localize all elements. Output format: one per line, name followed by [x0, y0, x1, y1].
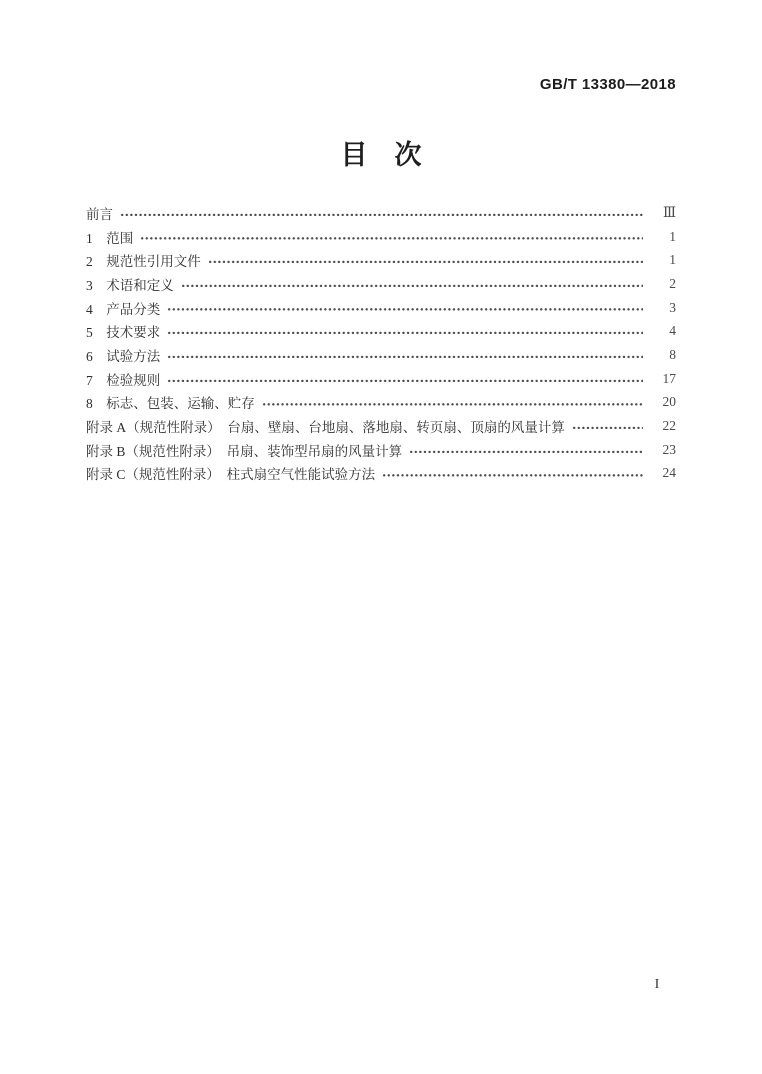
toc-entry-label: 7 检验规则 — [86, 372, 161, 388]
dotted-leader — [382, 462, 643, 486]
toc-entry-label: 8 标志、包装、运输、贮存 — [86, 396, 255, 412]
toc-entry-label: 1 范围 — [86, 230, 134, 246]
dotted-leader — [167, 296, 643, 320]
toc-entry-page: 1 — [669, 252, 676, 268]
dotted-leader — [120, 201, 643, 225]
page-title: 目 次 — [340, 140, 422, 170]
toc-entry-page: 4 — [669, 323, 676, 339]
dotted-leader — [409, 438, 643, 462]
toc-entry-page: 17 — [662, 370, 676, 386]
toc-entry-label: 3 术语和定义 — [86, 277, 174, 293]
footer-page-number: I — [654, 977, 660, 992]
toc-entry-page: 3 — [669, 299, 676, 315]
toc-entry-page: 8 — [669, 346, 676, 362]
toc-entry-page: 2 — [669, 275, 676, 291]
toc-entry-foreword — [86, 201, 676, 225]
toc-entry-label: 6 试验方法 — [86, 348, 161, 364]
toc-entry-label: 2 规范性引用文件 — [86, 254, 201, 270]
toc-entry-4 — [86, 296, 676, 320]
standard-number: GB/T 13380—2018 — [539, 76, 676, 93]
toc-entry-5 — [86, 319, 676, 343]
dotted-leader — [167, 367, 643, 391]
toc-entry-label: 前言 — [86, 206, 113, 222]
toc-entry-page: 1 — [669, 228, 676, 244]
toc-entry-1 — [86, 225, 676, 249]
table-of-contents — [86, 201, 676, 485]
dotted-leader — [140, 225, 643, 249]
toc-entry-7 — [86, 367, 676, 391]
toc-entry-8 — [86, 391, 676, 415]
toc-entry-label: 附录 B（规范性附录） 吊扇、装饰型吊扇的风量计算 — [86, 443, 403, 459]
toc-entry-2 — [86, 248, 676, 272]
toc-entry-page: 24 — [662, 465, 676, 481]
toc-entry-page: 23 — [662, 441, 676, 457]
toc-entry-appendix-c — [86, 462, 676, 486]
toc-entry-appendix-a — [86, 414, 676, 438]
toc-entry-6 — [86, 343, 676, 367]
toc-entry-label: 4 产品分类 — [86, 301, 161, 317]
toc-entry-appendix-b — [86, 438, 676, 462]
dotted-leader — [262, 391, 643, 415]
toc-entry-label: 附录 A（规范性附录） 台扇、壁扇、台地扇、落地扇、转页扇、顶扇的风量计算 — [86, 420, 565, 436]
dotted-leader — [167, 319, 643, 343]
toc-entry-page: 22 — [662, 418, 676, 434]
toc-entry-label: 5 技术要求 — [86, 325, 161, 341]
toc-entry-3 — [86, 272, 676, 296]
dotted-leader — [572, 414, 643, 438]
toc-entry-page: 20 — [662, 394, 676, 410]
toc-entry-label: 附录 C（规范性附录） 柱式扇空气性能试验方法 — [86, 467, 376, 483]
dotted-leader — [167, 343, 643, 367]
dotted-leader — [208, 248, 643, 272]
dotted-leader — [181, 272, 643, 296]
toc-entry-page: Ⅲ — [662, 204, 676, 220]
